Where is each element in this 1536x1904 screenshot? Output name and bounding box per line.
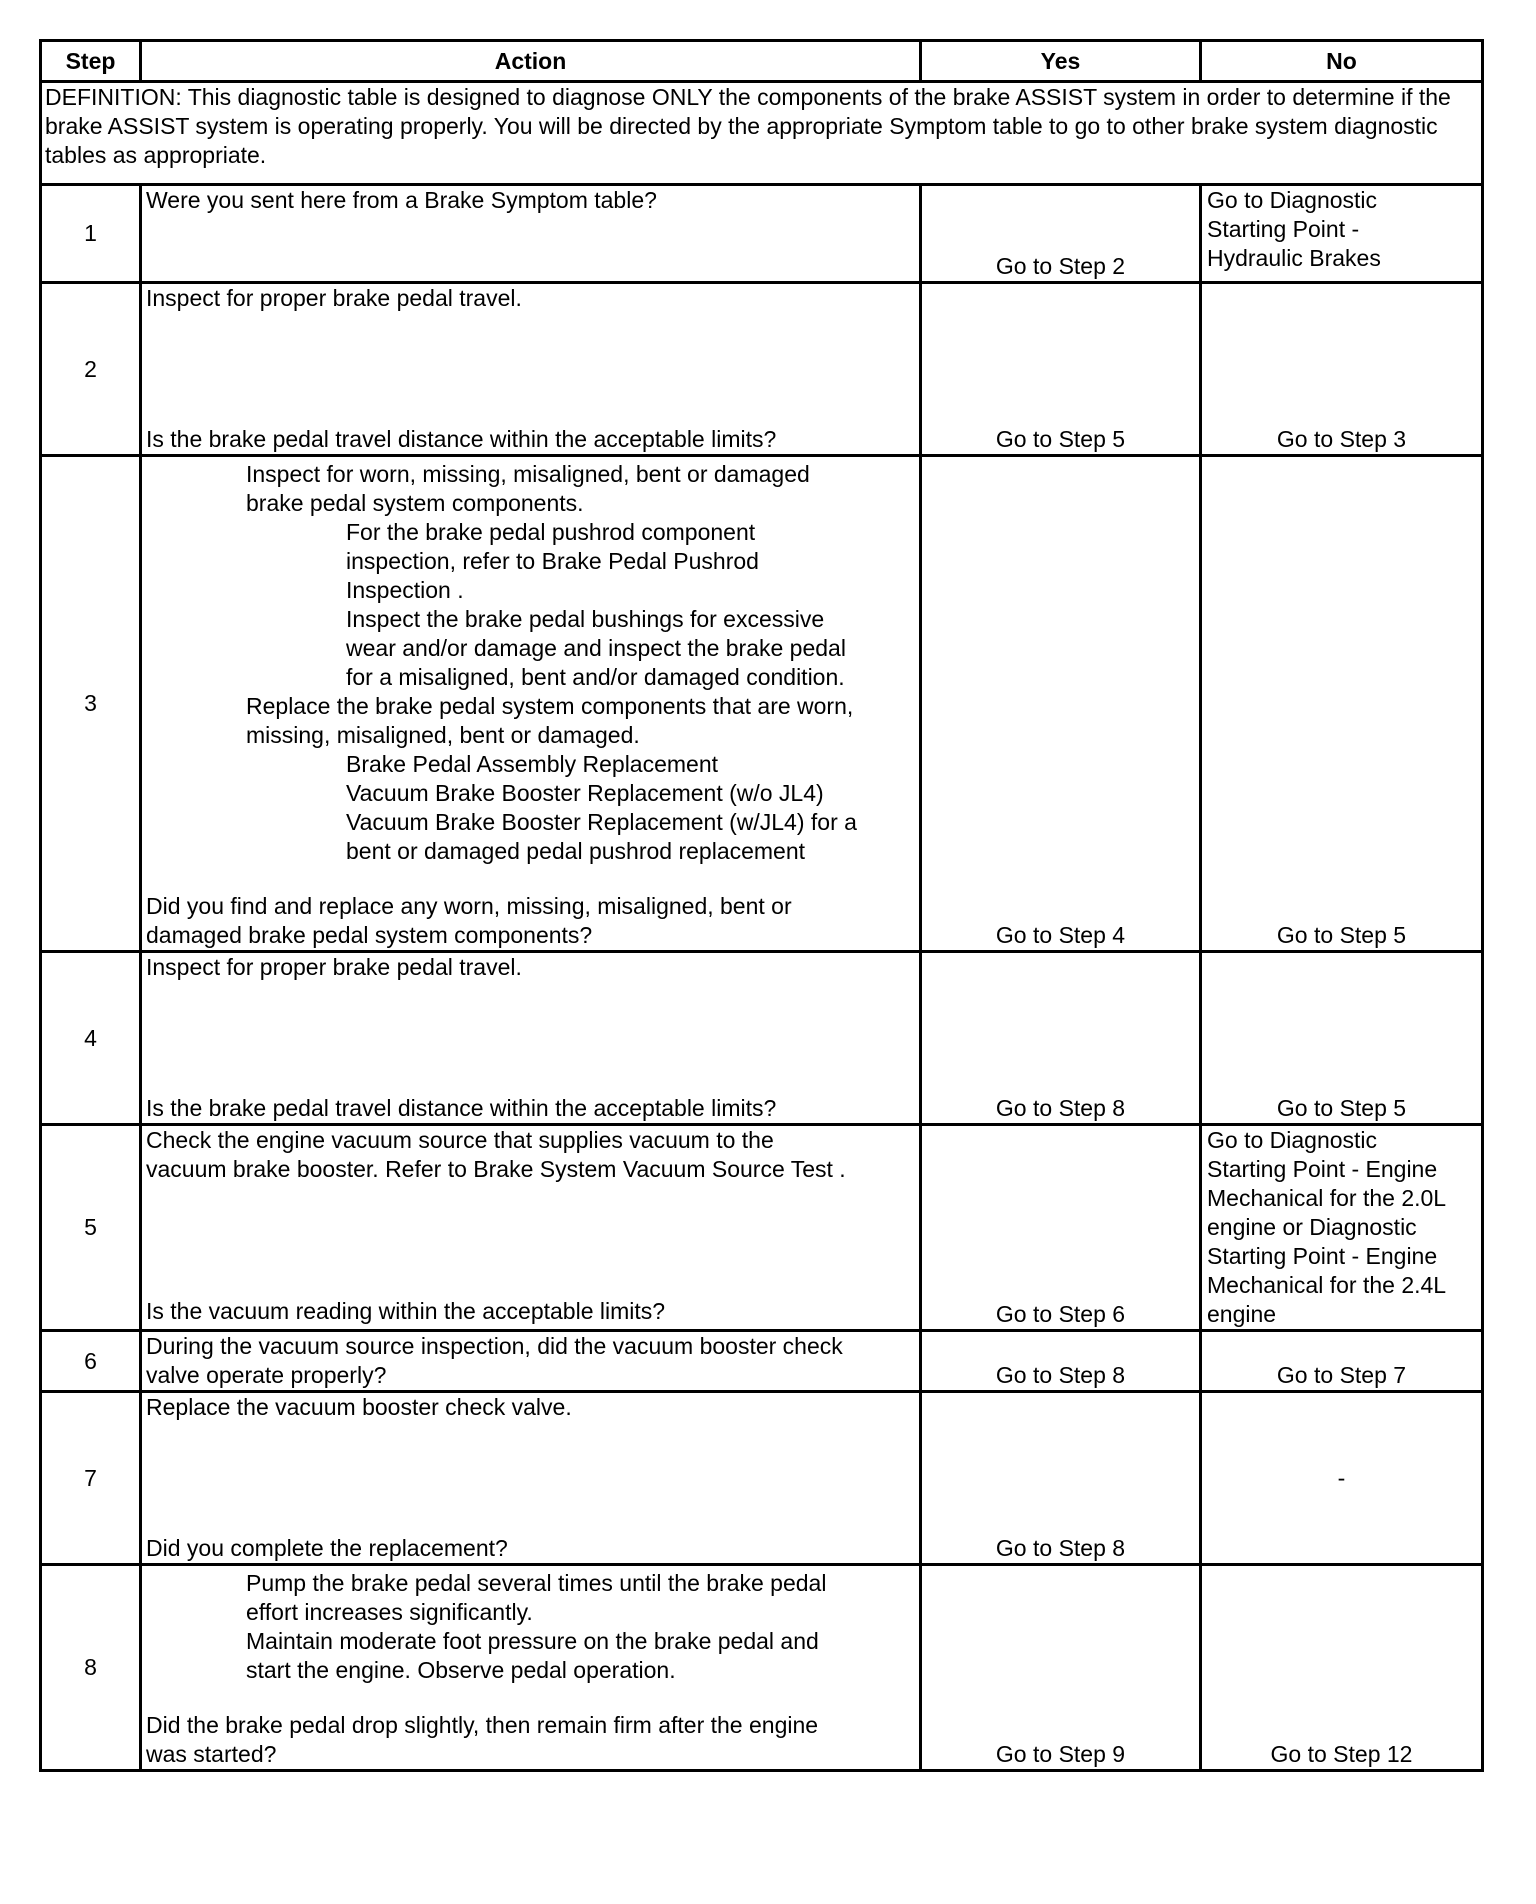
table-row [41,185,1483,283]
yes-cell: Go to Step 8 [921,952,1201,1125]
action-line: Maintain moderate foot pressure on the brake pedal and [246,1628,819,1654]
definition-row [41,82,1483,185]
action-cell [141,1392,921,1565]
action-cell [141,1565,921,1771]
question-line: Did the brake pedal drop slightly, then remain firm after the engine [146,1712,819,1738]
no-line: engine [1207,1301,1277,1327]
action-line: start the engine. Observe pedal operation. [246,1657,676,1683]
yes-cell: Go to Step 8 [921,1331,1201,1392]
yes-cell: Go to Step 6 [921,1125,1201,1331]
action-cell [141,185,921,283]
step-number: 1 [41,185,141,283]
yes-cell: Go to Step 8 [921,1392,1201,1565]
action-cell [141,1331,921,1392]
no-cell: Go to Step 3 [1201,283,1483,456]
action-line: For the brake pedal pushrod component [346,519,756,545]
table-row [41,283,1483,456]
table-row [41,1331,1483,1392]
step-number: 8 [41,1565,141,1771]
action-line: for a misaligned, bent and/or damaged condition. [346,664,845,690]
yes-cell: Go to Step 2 [921,185,1201,283]
action-line: bent or damaged pedal pushrod replacement [346,838,806,864]
no-line: Go to Diagnostic [1207,1127,1378,1153]
action-text: Replace the vacuum booster check valve. [146,1394,572,1420]
action-text: Inspect for proper brake pedal travel. [146,954,522,980]
no-cell [1201,1125,1483,1331]
no-cell [1201,185,1483,283]
no-cell: Go to Step 5 [1201,952,1483,1125]
action-line: inspection, refer to Brake Pedal Pushrod [346,548,759,574]
yes-cell: Go to Step 5 [921,283,1201,456]
no-cell: Go to Step 5 [1201,456,1483,952]
step-number: 4 [41,952,141,1125]
no-line: Starting Point - Engine [1207,1243,1438,1269]
diagnostic-table [39,39,1484,1772]
no-line: Starting Point - [1207,216,1360,242]
no-line: Starting Point - Engine [1207,1156,1438,1182]
no-line: Mechanical for the 2.0L [1207,1185,1447,1211]
header-no: No [1201,41,1483,82]
question-line: was started? [146,1741,277,1767]
no-line: Hydraulic Brakes [1207,245,1381,271]
action-line: Inspection . [346,577,464,603]
action-cell [141,456,921,952]
question-text: Did you complete the replacement? [146,1535,508,1561]
no-line: Mechanical for the 2.4L [1207,1272,1447,1298]
question-text: Is the vacuum reading within the acceptable limits? [146,1298,666,1324]
header-row [41,41,1483,82]
action-line: Vacuum Brake Booster Replacement (w/o JL4) [346,780,824,806]
action-line: Brake Pedal Assembly Replacement [346,751,719,777]
table-row [41,1392,1483,1565]
step-number: 3 [41,456,141,952]
action-line: Vacuum Brake Booster Replacement (w/JL4) for a [346,809,857,835]
action-line: brake pedal system components. [246,490,584,516]
no-cell: Go to Step 12 [1201,1565,1483,1771]
no-line: Go to Diagnostic [1207,187,1378,213]
action-line: Inspect the brake pedal bushings for excessive [346,606,825,632]
action-line: Inspect for worn, missing, misaligned, bent or damaged [246,461,810,487]
action-line: effort increases significantly. [246,1599,533,1625]
step-number: 5 [41,1125,141,1331]
header-action: Action [141,41,921,82]
header-step: Step [41,41,141,82]
action-text: Were you sent here from a Brake Symptom table? [146,187,657,213]
action-line: valve operate properly? [146,1362,387,1388]
action-cell [141,952,921,1125]
question-line: Did you find and replace any worn, missing, misaligned, bent or [146,893,792,919]
no-cell: - [1201,1392,1483,1565]
step-number: 7 [41,1392,141,1565]
question-line: damaged brake pedal system components? [146,922,593,948]
action-line: Replace the brake pedal system components that are worn, [246,693,854,719]
action-line: wear and/or damage and inspect the brake pedal [346,635,846,661]
action-cell [141,1125,921,1331]
definition-text: DEFINITION: This diagnostic table is designed to diagnose ONLY the components of the brake ASSIST system in order to determine if the brake ASSIST system is operating properly. You will be directed by the appropriate Symptom table to go to other brake system diagnostic tables as appropriate. [41,82,1483,185]
question-text: Is the brake pedal travel distance within the acceptable limits? [146,1095,777,1121]
header-yes: Yes [921,41,1201,82]
step-number: 2 [41,283,141,456]
table-row [41,952,1483,1125]
no-cell: Go to Step 7 [1201,1331,1483,1392]
yes-cell: Go to Step 9 [921,1565,1201,1771]
action-cell [141,283,921,456]
question-text: Is the brake pedal travel distance within the acceptable limits? [146,426,777,452]
action-line: vacuum brake booster. Refer to Brake System Vacuum Source Test . [146,1156,846,1182]
yes-cell: Go to Step 4 [921,456,1201,952]
action-text: Inspect for proper brake pedal travel. [146,285,522,311]
action-line: Pump the brake pedal several times until the brake pedal [246,1570,827,1596]
action-line: During the vacuum source inspection, did the vacuum booster check [146,1333,843,1359]
step-number: 6 [41,1331,141,1392]
table-row [41,456,1483,952]
action-line: Check the engine vacuum source that supplies vacuum to the [146,1127,774,1153]
no-line: engine or Diagnostic [1207,1214,1417,1240]
table-row [41,1565,1483,1771]
action-line: missing, misaligned, bent or damaged. [246,722,640,748]
table-row [41,1125,1483,1331]
